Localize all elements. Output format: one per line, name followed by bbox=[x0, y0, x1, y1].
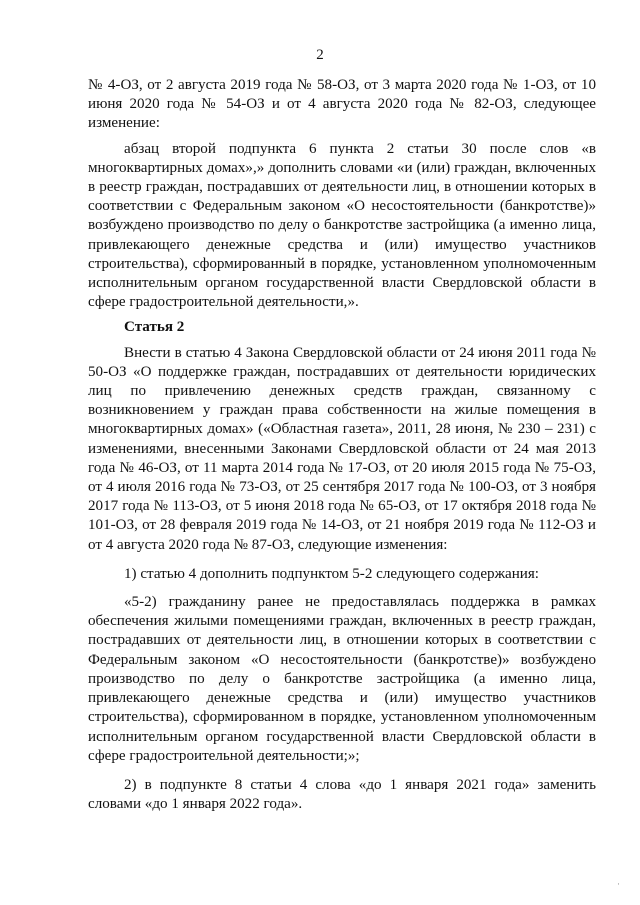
scan-mark: · bbox=[617, 879, 620, 889]
paragraph-item-2: 2) в подпункте 8 статьи 4 слова «до 1 января 2021 года» заменить словами «до 1 января 2022 года». bbox=[88, 776, 596, 813]
paragraph-quoted-subitem: «5-2) гражданину ранее не предоставлялась поддержка в рамках обеспечения жилыми помещениями граждан, включенных в реестр граждан, пострадавших от деятельности лиц, в отношении которых в соответствии с Федеральным законом «О несостоятельности (банкротстве)» возбуждено производство по делу о банкротстве застройщика (а именно лица, привлекающего денежные средства и (или) имущество участников строительства), сформированном в порядке, установленном уполномоченным исполнительным органом государственной власти Свердловской области в сфере градостроительной деятельности;»; bbox=[88, 594, 596, 764]
paragraph-article-2-intro: Внести в статью 4 Закона Свердловской области от 24 июня 2011 года № 50-ОЗ «О поддержке граждан, пострадавших от деятельности юридических лиц по привлечению денежных средств граждан, связанному с возникновением у граждан права собственности на жилые помещения в многоквартирных домах» («Областная газета», 2011, 28 июня, № 230 – 231) с изменениями, внесенными Законами Свердловской области от 24 мая 2013 года № 46-ОЗ, от 11 марта 2014 года № 17-ОЗ, от 20 июля 2015 года № 75-ОЗ, от 4 июля 2016 года № 73-ОЗ, от 25 сентября 2017 года № 100-ОЗ, от 3 ноября 2017 года № 113-ОЗ, от 5 июня 2018 года № 65-ОЗ, от 17 октября 2018 года № 101-ОЗ, от 28 февраля 2019 года № 14-ОЗ, от 21 ноября 2019 года № 112-ОЗ и от 4 августа 2020 года № 87-ОЗ, следующие изменения: bbox=[88, 344, 596, 553]
paragraph-item-1: 1) статью 4 дополнить подпунктом 5-2 следующего содержания: bbox=[124, 565, 540, 582]
article-heading: Статья 2 bbox=[124, 319, 185, 336]
paragraph-continuation: № 4-ОЗ, от 2 августа 2019 года № 58-ОЗ, от 3 марта 2020 года № 1-ОЗ, от 10 июня 2020 года № 54-ОЗ и от 4 августа 2020 года № 82-ОЗ, следующее изменение: bbox=[88, 77, 596, 132]
paragraph-amendment-text: абзац второй подпункта 6 пункта 2 статьи 30 после слов «в многоквартирных домах»,» дополнить словами «и (или) граждан, включенных в реестр граждан, пострадавших от деятельности лиц, в отношении которых в соответствии с Федеральным законом «О несостоятельности (банкротстве)» возбуждено производство по делу о банкротстве застройщика (а именно лица, привлекающего денежные средства и (или) имущество участников строительства), сформированный в порядке, установленном уполномоченным исполнительным органом государственной власти Свердловской области в сфере градостроительной деятельности,». bbox=[88, 140, 596, 311]
page-number: 2 bbox=[316, 47, 324, 63]
document-body bbox=[88, 76, 596, 814]
